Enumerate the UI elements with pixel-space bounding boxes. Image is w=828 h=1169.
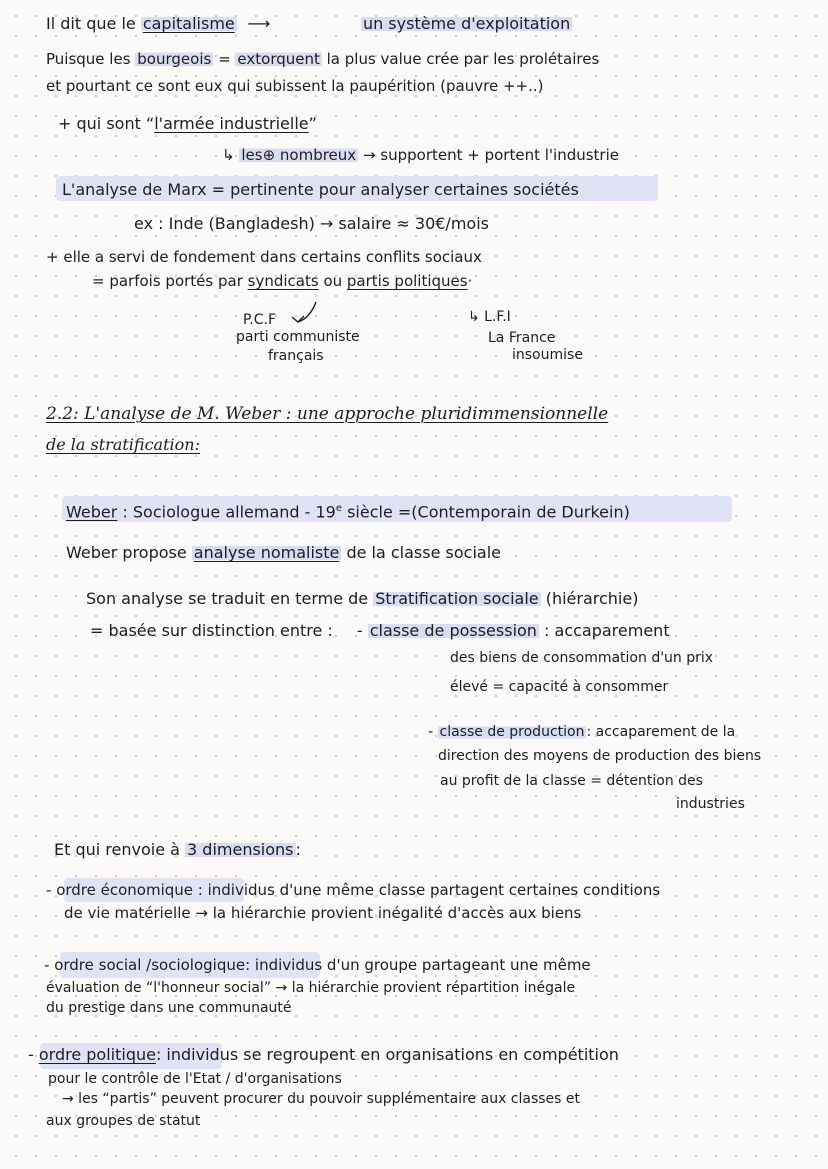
line-conflits: + elle a servi de fondement dans certains conflits sociaux <box>46 248 482 266</box>
line-controle-etat: pour le contrôle de l'Etat / d'organisations <box>48 1071 342 1087</box>
line-pauperition: et pourtant ce sont eux qui subissent la paupérition (pauvre ++..) <box>46 77 544 95</box>
line-weber-sociologue: Weber : Sociologue allemand - 19e siècle =(Contemporain de Durkein) <box>66 502 630 522</box>
line-distinction: = basée sur distinction entre : - classe de possession : accaparement <box>90 621 670 640</box>
line-prestige: du prestige dans une communauté <box>46 1000 292 1016</box>
line-direction: direction des moyens de production des biens <box>438 748 762 764</box>
line-profit: au profit de la classe = détention des <box>440 773 703 789</box>
line-vie-materielle: de vie matérielle → la hiérarchie provient inégalité d'accès aux biens <box>64 904 582 922</box>
section-title: 2.2: L'analyse de M. Weber : une approche pluridimmensionnelle <box>46 404 609 424</box>
line-armee: + qui sont “l'armée industrielle” <box>58 114 317 133</box>
line-ordre-social: - ordre social /sociologique: individus d'un groupe partageant une même <box>44 956 591 974</box>
line-partis: → les “partis” peuvent procurer du pouvoir supplémentaire aux classes et <box>62 1091 581 1107</box>
line-capitalisme: Il dit que le capitalisme ⟶ un système d'exploitation <box>46 14 571 33</box>
line-ordre-politique: - ordre politique: individus se regroupent en organisations en compétition <box>28 1045 619 1064</box>
line-industries: industries <box>676 796 745 812</box>
line-stratification: Son analyse se traduit en terme de Stratification sociale (hiérarchie) <box>86 589 639 608</box>
line-honneur: évaluation de “l'honneur social” → la hiérarchie provient répartition inégale <box>46 980 576 996</box>
line-syndicats: = parfois portés par syndicats ou partis politiques· <box>92 272 473 290</box>
line-inde: ex : Inde (Bangladesh) → salaire ≈ 30€/mois <box>134 214 489 233</box>
line-nombreux: ↳ les⊕ nombreux → supportent + portent l'industrie <box>222 146 619 164</box>
line-biens: des biens de consommation d'un prix <box>450 650 714 666</box>
notebook-page: Il dit que le capitalisme ⟶ un système d'exploitation Puisque les bourgeois = extorquent la plus value crée par les prolétaires et pourtant ce sont eux qui subissent la paupérition (pauvre ++..) + qui sont “l'armée industrielle” ↳ les⊕ nombreux → supportent + portent l'industrie L'analyse de Marx = pertinente pour analyser certaines sociétés ex : Inde (Bangladesh) → salaire ≈ 30€/mois + elle a servi de fondement dans certains conflits sociaux = parfois portés par syndicats ou partis politiques· P.C.F parti communiste français ↳ L.F.I La France insoumise 2.2: L'analyse de M. Weber : une approche pluridimmensionnelle de la stratification: Weber : Sociologue allemand - 19e siècle =(Contemporain de Durkein) Weber propose analyse nomaliste de la classe sociale Son analyse se traduit en terme de Stratification sociale (hiérarchie) = basée sur distinction entre : - classe de possession : accaparement des biens de consommation d'un prix élevé = capacité à consommer - classe de production : accaparement de la direction des moyens de production des biens au profit de la classe = détention des industries Et qui renvoie à 3 dimensions : - ordre économique : individus d'une même classe partagent certaines conditions de vie matérielle → la hiérarchie provient inégalité d'accès aux biens - ordre social /sociologique: individus d'un groupe partageant une même évaluation de “l'honneur social” → la hiérarchie provient répartition inégale du prestige dans une communauté - ordre politique: individus se regroupent en organisations en compétition pour le contrôle de l'Etat / d'organisations → les “partis” peuvent procurer du pouvoir supplémentaire aux classes et aux groupes de statut <box>0 0 828 1169</box>
line-classe-production: - classe de production : accaparement de la <box>428 724 736 740</box>
line-groupes-statut: aux groupes de statut <box>46 1113 201 1129</box>
line-weber-propose: Weber propose analyse nomaliste de la classe sociale <box>66 543 501 562</box>
line-eleve: élevé = capacité à consommer <box>450 679 669 695</box>
section-title-cont: de la stratification: <box>46 435 200 454</box>
line-dimensions: Et qui renvoie à 3 dimensions : <box>54 840 301 859</box>
line-analyse-marx: L'analyse de Marx = pertinente pour analyser certaines sociétés <box>62 180 579 199</box>
arrow-head-icon <box>292 316 304 322</box>
line-ordre-economique: - ordre économique : individus d'une même classe partagent certaines conditions <box>46 881 661 899</box>
line-bourgeois: Puisque les bourgeois = extorquent la plus value crée par les prolétaires <box>46 50 600 68</box>
